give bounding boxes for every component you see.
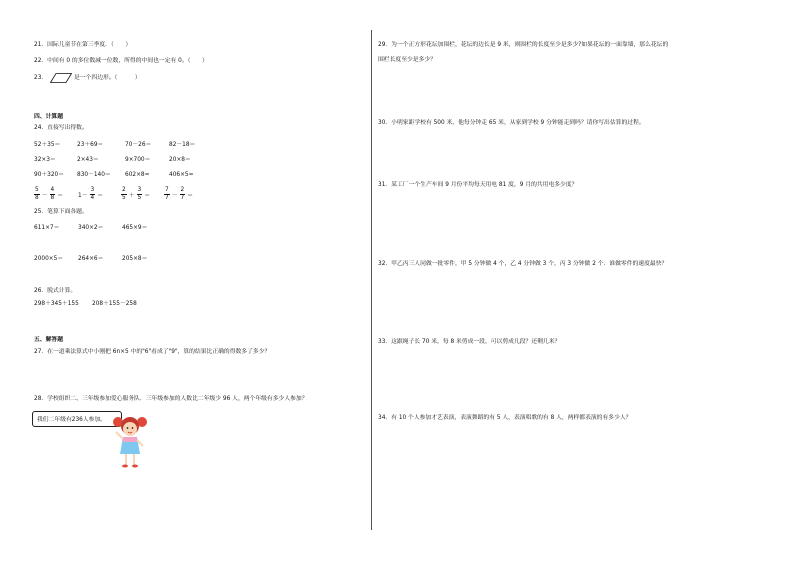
equals: ＝ — [144, 192, 151, 199]
calc-item: 32×3＝ — [34, 157, 56, 163]
question-33: 33．这跟绳子长 70 米，每 8 米剪成一段，可以剪成几段？还剩几米？ — [378, 339, 561, 345]
denominator: 7 — [165, 194, 169, 201]
equals: ＝ — [187, 192, 194, 199]
question-22: 22．中间有 0 的多位数减一位数，所得的中间也一定有 0。（ ） — [34, 58, 208, 64]
question-34: 34．有 10 个人参加才艺表演，表演舞蹈的有 5 人，表演唱歌的有 8 人，两样都表演的有多少人？ — [378, 415, 632, 421]
fraction — [121, 187, 127, 202]
question-23: 是一个四边形。（ ） — [74, 75, 141, 81]
calc-item: 90＋320＝ — [34, 172, 65, 178]
denominator: 5 — [137, 194, 142, 201]
fraction-expression — [164, 185, 193, 203]
calc-item: 52＋35＝ — [34, 142, 61, 148]
column-divider — [371, 30, 372, 530]
denominator: 8 — [50, 194, 55, 201]
parallelogram-figure — [50, 73, 72, 83]
fraction-expression — [78, 185, 103, 203]
question-23-number: 23． — [34, 75, 48, 81]
fraction — [137, 187, 143, 202]
calc-item: 9×700＝ — [125, 157, 151, 163]
question-25: 25．笔算下面各题。 — [34, 209, 88, 215]
question-27: 27．在一道乘法算式中小刚把 6n×5 中的"6"看成了"9"，算的结果比正确的得数多了多少？ — [34, 349, 271, 355]
denominator: 8 — [35, 194, 39, 201]
fraction — [90, 187, 96, 202]
question-31: 31．某工厂一个生产车间 9 月份平均每天用电 81 度，9 月的共用电多少度？ — [378, 182, 578, 188]
prefix: 1－ — [78, 192, 88, 199]
calc-item: 70－26＝ — [125, 142, 152, 148]
question-26: 26．脱式计算。 — [34, 288, 77, 294]
calc-item: 602×8≈ — [125, 172, 150, 178]
question-28: 28．学校组织二、三年级参加爱心服务队．三年级参加的人数比二年级少 96 人，两个年级有多少人参加？ — [34, 396, 308, 402]
numerator: 2 — [180, 186, 185, 193]
equals: ＝ — [57, 192, 64, 199]
fraction — [50, 187, 56, 202]
question-29-line-1: 29．为一个正方形花坛加围栏，花坛的边长是 9 米，则围栏的长度至少是多少?如果花坛的一面靠墙，那么花坛的 — [378, 42, 669, 48]
numerator: 2 — [122, 186, 126, 193]
denominator: 4 — [90, 194, 95, 201]
question-32: 32．甲乙丙三人同做一批零件，甲 5 分钟做 4 个，乙 4 分钟做 3 个，丙 3 分钟做 2 个．谁做零件的速度最快？ — [378, 261, 668, 267]
fraction — [34, 187, 40, 202]
numerator: 3 — [137, 186, 142, 193]
numerator: 7 — [165, 186, 169, 193]
written-calc-item: 205×8＝ — [122, 256, 148, 262]
expression-1: 298＋345＋155 — [34, 301, 79, 307]
speech-bubble: 我们二年级有236人参加。 — [32, 411, 122, 427]
question-29-line-2: 围栏长度至少是多少？ — [378, 57, 436, 63]
question-24: 24．直接写出得数。 — [34, 125, 88, 131]
calc-item: 82－18＝ — [169, 142, 196, 148]
written-calc-item: 264×6＝ — [78, 256, 104, 262]
calc-item: 830－140＝ — [77, 172, 111, 178]
operator: － — [41, 192, 48, 199]
girl-illustration — [110, 410, 150, 470]
question-30: 30．小明家距学校有 500 米，他每分钟走 65 米，从家到学校 9 分钟能走到吗？请你写出估算的过程。 — [378, 120, 645, 126]
fraction — [164, 187, 170, 202]
section-5-title: 五、解答题 — [34, 337, 63, 343]
calc-item: 2×43＝ — [77, 157, 99, 163]
written-calc-item: 340×2＝ — [78, 225, 104, 231]
fraction-expression — [121, 185, 150, 203]
calc-item: 23＋69＝ — [77, 142, 104, 148]
numerator: 5 — [35, 186, 39, 193]
section-4-title: 四、计算题 — [34, 114, 63, 120]
numerator: 3 — [90, 186, 95, 193]
fraction-expression — [34, 185, 63, 203]
calc-item: 20×8＝ — [169, 157, 191, 163]
denominator: 7 — [180, 194, 185, 201]
equals: ＝ — [97, 192, 104, 199]
expression-2: 208＋155－258 — [92, 301, 137, 307]
operator: ＋ — [128, 192, 135, 199]
denominator: 5 — [122, 194, 126, 201]
numerator: 4 — [50, 186, 55, 193]
calc-item: 406×5≈ — [169, 172, 194, 178]
operator: － — [171, 192, 178, 199]
written-calc-item: 611×7＝ — [34, 225, 60, 231]
question-21: 21．国际儿童节在第三季度．（ ） — [34, 42, 132, 48]
written-calc-item: 2000×5＝ — [34, 256, 64, 262]
fraction — [180, 187, 186, 202]
written-calc-item: 465×9＝ — [122, 225, 148, 231]
